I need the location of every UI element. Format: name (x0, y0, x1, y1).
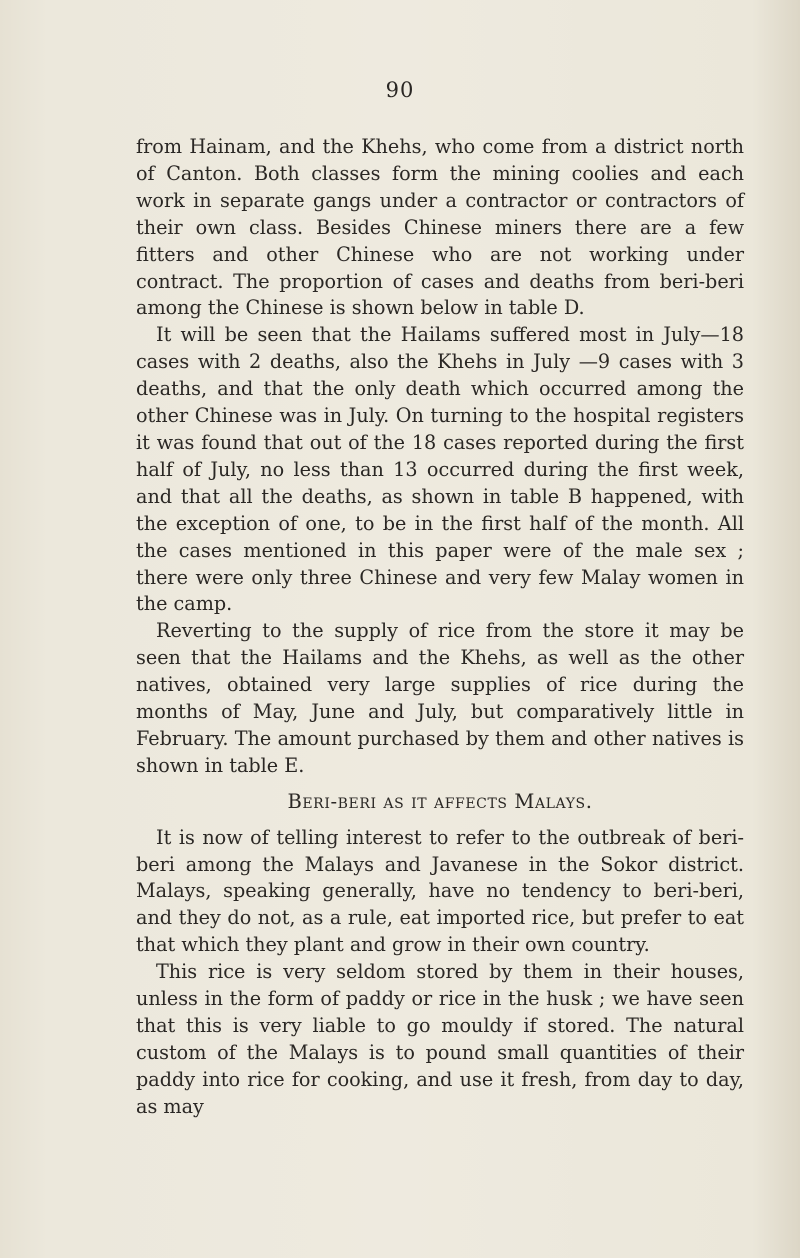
section-heading: Beri-beri as it affects Malays. (287, 789, 593, 813)
body-text (136, 134, 744, 1121)
paragraph-rice-storage: This rice is very seldom stored by them in their houses, unless in the form of paddy or rice in the husk ; we have seen that this is very liable to go mouldy if stored. The natural custom of the Malays is to pound small quantities of their paddy into rice for cooking, and use it fresh, from day to day, as may (136, 960, 744, 1118)
paragraph-rice-supply: Reverting to the supply of rice from the store it may be seen that the Hailams and the Khehs, as well as the other natives, obtained very large supplies of rice during the months of May, June and July, but comparatively little in February. The amount purchased by them and other natives is shown in table E. (136, 619, 744, 777)
paragraph-hailams-july: It will be seen that the Hailams suffered most in July—18 cases with 2 deaths, also the Khehs in July —9 cases with 3 deaths, and that the only death which occurred among the other Chinese was in July. On turning to the hospital registers it was found that out of the 18 cases reported during the first half of July, no less than 13 occurred during the first week, and that all the deaths, as shown in table B happened, with the exception of one, to be in the first half of the month. All the cases mentioned in this paper were of the male sex ; there were only three Chinese and very few Malay women in the camp. (136, 323, 744, 616)
page-number: 90 (385, 78, 415, 102)
paragraph-malays-outbreak: It is now of telling interest to refer to the outbreak of beri-beri among the Malays and Javanese in the Sokor district. Malays, speaking generally, have no tendency to beri-beri, and they do not, as a rule, eat imported rice, but prefer to eat that which they plant and grow in their own country. (136, 825, 744, 957)
paragraph-chinese-classes: from Hainam, and the Khehs, who come from a district north of Canton. Both classes form the mining coolies and each work in separate gangs under a contractor or contractors of their own class. Besides Chinese miners there are a few fitters and other Chinese who are not working under contract. The proportion of cases and deaths from beri-beri among the Chinese is shown below in table D. (136, 135, 744, 320)
